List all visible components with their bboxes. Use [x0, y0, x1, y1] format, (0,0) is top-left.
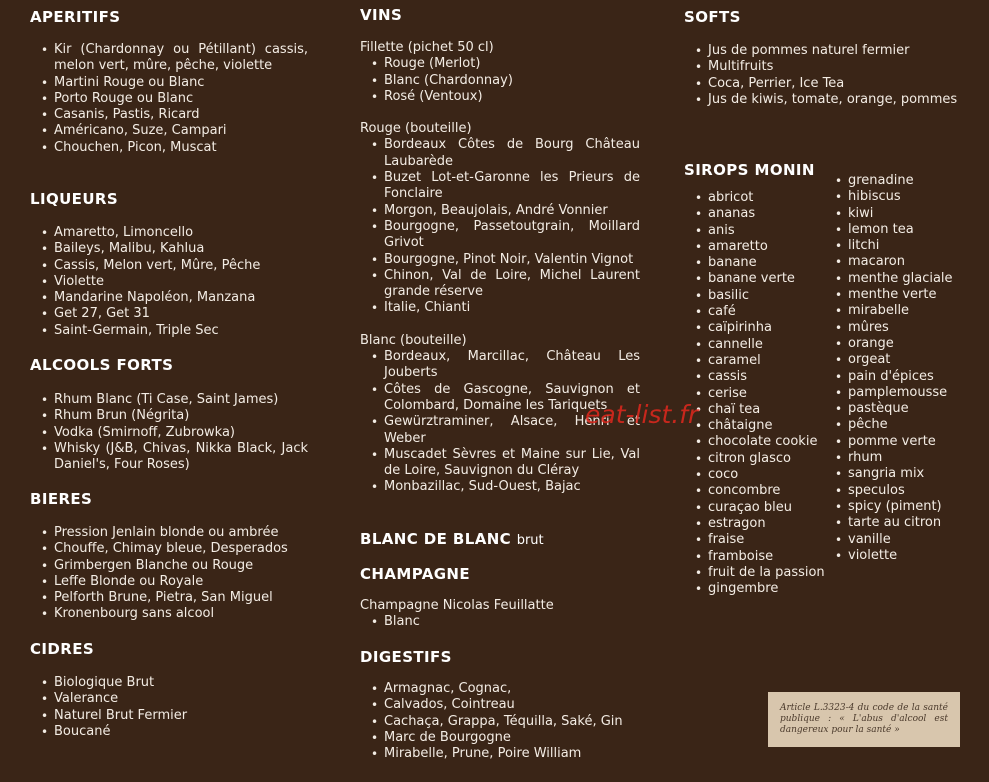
list-item: • violette — [824, 548, 969, 564]
list-item: • sangria mix — [824, 466, 969, 482]
list-item: • menthe glaciale — [824, 271, 969, 287]
list-item: • banane — [684, 255, 829, 271]
list-item: • cassis — [684, 369, 829, 385]
section-alcools-forts — [30, 355, 308, 473]
list-item: • litchi — [824, 238, 969, 254]
list-item: • concombre — [684, 483, 829, 499]
list-alcools-forts — [30, 392, 308, 473]
list-item: • orange — [824, 336, 969, 352]
list-item: • Calvados, Cointreau — [360, 697, 640, 713]
list-item: • caïpirinha — [684, 320, 829, 336]
section-softs — [684, 7, 960, 108]
list-item: • Côtes de Gascogne, Sauvignon et Colombard, Domaine les Tariquets — [360, 382, 640, 415]
list-item: • Mirabelle, Prune, Poire William — [360, 746, 640, 762]
list-softs — [684, 43, 960, 108]
list-item: • mûres — [824, 320, 969, 336]
list-liqueurs — [30, 225, 308, 339]
list-item: • châtaigne — [684, 418, 829, 434]
list-item: • spicy (piment) — [824, 499, 969, 515]
list-item: • café — [684, 304, 829, 320]
list-item: • Rhum Brun (Négrita) — [30, 408, 308, 424]
list-item: • pastèque — [824, 401, 969, 417]
list-fillette — [360, 56, 640, 105]
section-title-liqueurs: LIQUEURS — [30, 190, 119, 208]
section-bieres — [30, 489, 308, 623]
list-item: • chaï tea — [684, 402, 829, 418]
list-sirops-right — [824, 173, 969, 564]
list-item: • Multifruits — [684, 59, 960, 75]
section-blanc-de-blanc — [360, 529, 640, 551]
list-item: • banane verte — [684, 271, 829, 287]
list-item: • curaçao bleu — [684, 500, 829, 516]
list-item: • Monbazillac, Sud-Ouest, Bajac — [360, 479, 640, 495]
list-item: • mirabelle — [824, 303, 969, 319]
list-item: • Casanis, Pastis, Ricard — [30, 107, 308, 123]
list-item: • Whisky (J&B, Chivas, Nikka Black, Jack Daniel's, Four Roses) — [30, 441, 308, 474]
list-item: • Blanc — [360, 614, 640, 630]
section-title-softs: SOFTS — [684, 8, 741, 26]
list-item: • Gewürztraminer, Alsace, Henri et Weber — [360, 414, 640, 447]
list-cidres — [30, 675, 308, 740]
list-item: • Chinon, Val de Loire, Michel Laurent grande réserve — [360, 268, 640, 301]
list-item: • fruit de la passion — [684, 565, 829, 581]
list-item: • Jus de pommes naturel fermier — [684, 43, 960, 59]
list-aperitifs — [30, 42, 308, 156]
section-digestifs — [360, 647, 640, 762]
subsection-blanc: Blanc (bouteille) — [360, 332, 467, 348]
list-item: • gingembre — [684, 581, 829, 597]
blanc-de-blanc-suffix: brut — [516, 533, 544, 548]
section-title-aperitifs: APERITIFS — [30, 8, 121, 26]
list-item: • Kir (Chardonnay ou Pétillant) cassis, melon vert, mûre, pêche, violette — [30, 42, 308, 75]
section-champagne — [360, 564, 640, 631]
list-item: • pain d'épices — [824, 369, 969, 385]
section-title-bieres: BIERES — [30, 490, 93, 508]
list-item: • Cachaça, Grappa, Téquilla, Saké, Gin — [360, 714, 640, 730]
list-item: • Bordeaux Côtes de Bourg Château Laubarède — [360, 137, 640, 170]
subsection-rouge: Rouge (bouteille) — [360, 121, 472, 137]
list-item: • abricot — [684, 190, 829, 206]
list-rouge — [360, 137, 640, 316]
section-aperitifs — [30, 7, 308, 156]
list-item: • menthe verte — [824, 287, 969, 303]
list-item: • pomme verte — [824, 434, 969, 450]
list-item: • kiwi — [824, 206, 969, 222]
list-item: • Porto Rouge ou Blanc — [30, 91, 308, 107]
list-item: • chocolate cookie — [684, 434, 829, 450]
list-item: • Get 27, Get 31 — [30, 306, 308, 322]
section-liqueurs — [30, 189, 308, 339]
list-item: • Pelforth Brune, Pietra, San Miguel — [30, 590, 308, 606]
list-item: • anis — [684, 223, 829, 239]
list-item: • Armagnac, Cognac, — [360, 681, 640, 697]
section-title-vins: VINS — [360, 6, 403, 24]
list-item: • cannelle — [684, 337, 829, 353]
list-item: • rhum — [824, 450, 969, 466]
list-item: • Jus de kiwis, tomate, orange, pommes — [684, 92, 960, 108]
list-item: • Biologique Brut — [30, 675, 308, 691]
list-item: • fraise — [684, 532, 829, 548]
list-item: • speculos — [824, 483, 969, 499]
list-item: • Boucané — [30, 724, 308, 740]
section-title-alcools-forts: ALCOOLS FORTS — [30, 356, 174, 374]
list-item: • Pression Jenlain blonde ou ambrée — [30, 525, 308, 541]
list-item: • Valerance — [30, 691, 308, 707]
subsection-champagne: Champagne Nicolas Feuillatte — [360, 598, 554, 613]
list-item: • pamplemousse — [824, 385, 969, 401]
list-item: • hibiscus — [824, 189, 969, 205]
list-item: • Chouchen, Picon, Muscat — [30, 140, 308, 156]
list-item: • Kronenbourg sans alcool — [30, 606, 308, 622]
watermark: eat-list.fr — [585, 400, 699, 429]
list-item: • Chouffe, Chimay bleue, Desperados — [30, 541, 308, 557]
list-item: • coco — [684, 467, 829, 483]
subsection-fillette: Fillette (pichet 50 cl) — [360, 40, 494, 55]
list-item: • Rhum Blanc (Ti Case, Saint James) — [30, 392, 308, 408]
list-item: • Bourgogne, Pinot Noir, Valentin Vignot — [360, 252, 640, 268]
list-item: • Italie, Chianti — [360, 300, 640, 316]
list-item: • Blanc (Chardonnay) — [360, 73, 640, 89]
list-item: • caramel — [684, 353, 829, 369]
list-item: • Martini Rouge ou Blanc — [30, 75, 308, 91]
list-item: • framboise — [684, 549, 829, 565]
list-item: • Grimbergen Blanche ou Rouge — [30, 558, 308, 574]
list-item: • Rouge (Merlot) — [360, 56, 640, 72]
list-item: • Violette — [30, 274, 308, 290]
list-item: • orgeat — [824, 352, 969, 368]
section-title-blanc-de-blanc — [360, 529, 640, 551]
list-item: • vanille — [824, 532, 969, 548]
list-item: • Marc de Bourgogne — [360, 730, 640, 746]
list-item: • grenadine — [824, 173, 969, 189]
list-item: • Américano, Suze, Campari — [30, 123, 308, 139]
list-item: • Mandarine Napoléon, Manzana — [30, 290, 308, 306]
list-item: • Naturel Brut Fermier — [30, 708, 308, 724]
list-item: • basilic — [684, 288, 829, 304]
list-item: • Buzet Lot-et-Garonne les Prieurs de Fonclaire — [360, 170, 640, 203]
list-item: • Leffe Blonde ou Royale — [30, 574, 308, 590]
list-champagne — [360, 614, 640, 630]
section-title-cidres: CIDRES — [30, 640, 95, 658]
list-item: • estragon — [684, 516, 829, 532]
list-item: • lemon tea — [824, 222, 969, 238]
list-item: • Saint-Germain, Triple Sec — [30, 323, 308, 339]
section-cidres — [30, 639, 308, 740]
section-title-digestifs: DIGESTIFS — [360, 648, 452, 666]
list-item: • Bordeaux, Marcillac, Château Les Jouberts — [360, 349, 640, 382]
list-item: • amaretto — [684, 239, 829, 255]
list-item: • Rosé (Ventoux) — [360, 89, 640, 105]
list-item: • Baileys, Malibu, Kahlua — [30, 241, 308, 257]
list-item: • Coca, Perrier, Ice Tea — [684, 76, 960, 92]
list-item: • Amaretto, Limoncello — [30, 225, 308, 241]
list-item: • tarte au citron — [824, 515, 969, 531]
section-title-champagne: CHAMPAGNE — [360, 565, 471, 583]
list-item: • macaron — [824, 254, 969, 270]
list-sirops-left — [684, 190, 829, 597]
list-item: • pêche — [824, 417, 969, 433]
blanc-de-blanc-title: BLANC DE BLANC — [360, 530, 512, 548]
list-item: • citron glasco — [684, 451, 829, 467]
legal-notice: Article L.3323-4 du code de la santé publique : « L'abus d'alcool est dangereux pour la santé » — [768, 692, 960, 747]
list-item: • Vodka (Smirnoff, Zubrowka) — [30, 425, 308, 441]
list-item: • Cassis, Melon vert, Mûre, Pêche — [30, 258, 308, 274]
list-item: • ananas — [684, 206, 829, 222]
list-bieres — [30, 525, 308, 623]
list-item: • cerise — [684, 386, 829, 402]
list-item: • Bourgogne, Passetoutgrain, Moillard Grivot — [360, 219, 640, 252]
list-digestifs — [360, 681, 640, 762]
list-item: • Morgon, Beaujolais, André Vonnier — [360, 203, 640, 219]
list-item: • Muscadet Sèvres et Maine sur Lie, Val de Loire, Sauvignon du Cléray — [360, 447, 640, 480]
section-title-sirops: SIROPS MONIN — [684, 161, 815, 179]
